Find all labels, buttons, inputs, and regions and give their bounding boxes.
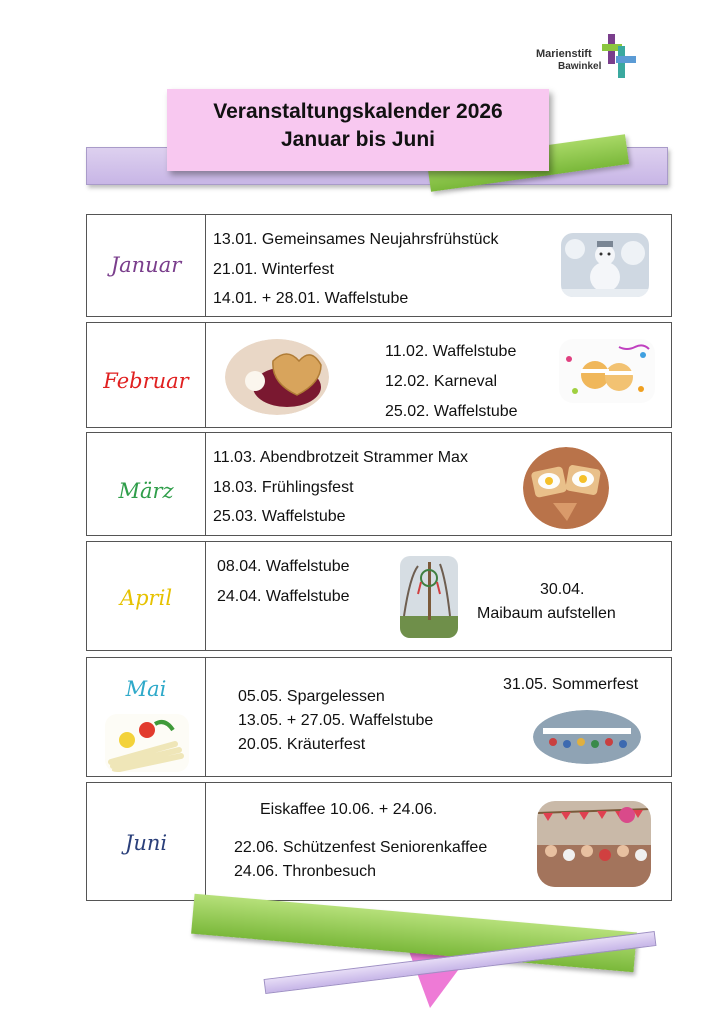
event: Maibaum aufstellen [477,605,616,622]
month-label: Juni [124,831,168,855]
month-row-februar [86,322,672,428]
title-box [167,89,549,171]
event: 08.04. Waffelstube [217,558,350,575]
month-row-januar [86,214,672,317]
event: Eiskaffee 10.06. + 24.06. [260,801,438,818]
maypole-image [400,556,458,638]
page-subtitle: Januar bis Juni [280,128,436,151]
event: 11.02. Waffelstube [385,343,517,360]
snowman-image [561,233,649,297]
month-label: Februar [103,369,189,393]
event: 11.03. Abendbrotzeit Strammer Max [213,449,468,466]
asparagus-image [105,714,189,772]
event: 30.04. [540,581,585,598]
month-row-mai [86,657,672,777]
page-title: Veranstaltungskalender 2026 [213,100,503,123]
month-label: April [119,586,173,610]
event: 14.01. + 28.01. Waffelstube [213,290,409,307]
cross-icon [602,34,636,78]
event: 24.06. Thronbesuch [234,863,377,880]
event: 24.04. Waffelstube [217,588,350,605]
summer-party-image [533,710,641,764]
festival-tent-image [537,801,651,887]
event: 25.02. Waffelstube [385,403,518,420]
month-row-april [86,541,672,651]
event: 20.05. Kräuterfest [238,736,366,753]
event: 18.03. Frühlingsfest [213,479,354,496]
month-row-juni [86,782,672,901]
event: 22.06. Schützenfest Seniorenkaffee [234,839,488,856]
event: 21.01. Winterfest [213,261,334,278]
event: 25.03. Waffelstube [213,508,346,525]
event: 12.02. Karneval [385,373,498,390]
month-row-maerz [86,432,672,536]
donuts-image [559,339,655,403]
month-label: Mai [125,677,167,701]
event: 13.01. Gemeinsames Neujahrsfrühstück [213,231,499,248]
logo-subname: Bawinkel [558,61,602,72]
waffle-image [225,339,329,415]
event: 05.05. Spargelessen [238,688,385,705]
month-label: März [118,479,174,503]
logo-name: Marienstift [536,48,592,60]
logo [536,34,640,82]
event: 31.05. Sommerfest [503,676,639,693]
strammer-max-image [523,447,609,529]
event: 13.05. + 27.05. Waffelstube [238,712,434,729]
month-label: Januar [110,253,182,277]
